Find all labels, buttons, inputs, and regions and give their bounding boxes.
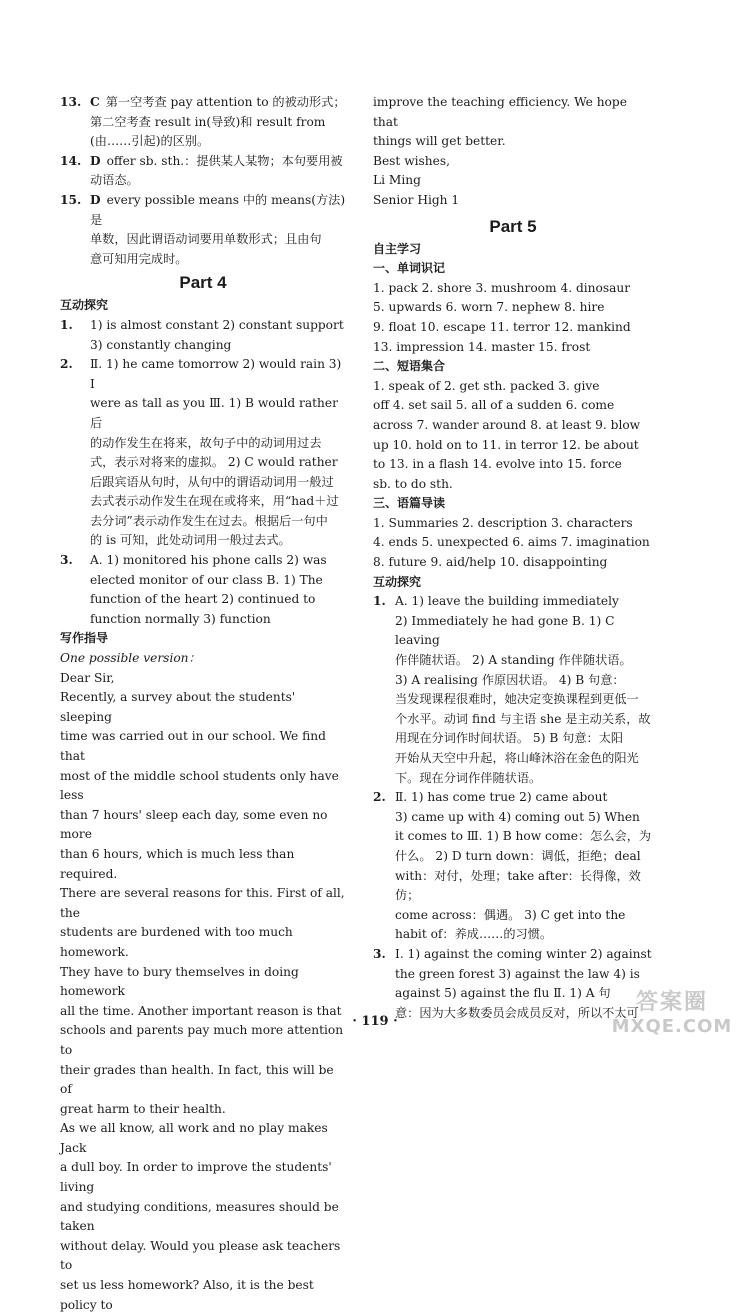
phrase-line: to 13. in a flash 14. evolve into 15. force [373, 457, 622, 472]
answer-line [90, 355, 346, 394]
answer-line [90, 132, 346, 152]
answer-text: 后跟宾语从句时，从句中的谓语动词用一般过 [90, 474, 334, 489]
answer-text: were as tall as you Ⅲ. 1) B would rather 后 [90, 396, 338, 430]
letter-line: As we all know, all work and no play makes Jack [60, 1121, 328, 1155]
answer-text: 3) A realising 作原因状语。 4) B 句意： [395, 672, 625, 687]
answer-line [90, 434, 346, 454]
letter-line: improve the teaching efficiency. We hope that [373, 95, 627, 129]
answer-line [90, 551, 346, 571]
answer-number: 15. [60, 192, 82, 207]
answer-text: A. 1) monitored his phone calls 2) was [90, 553, 327, 568]
answer-line [395, 827, 653, 847]
answer-text: 意：因为大多数委员会成员反对，所以不太可 [395, 1005, 639, 1020]
answer-line [90, 590, 346, 610]
letter-line: than 6 hours, which is much less than required. [60, 846, 295, 881]
answer-text: 去式表示动作发生在现在或将来，用“had＋过 [90, 494, 339, 509]
answer-item [60, 551, 346, 629]
answer-text: 意可知用完成时。 [90, 251, 188, 266]
answer-line [90, 191, 346, 230]
answer-line [395, 651, 653, 671]
answer-number: 1. [373, 594, 386, 609]
answer-text: 单数，因此谓语动词要用单数形式；且由句 [90, 232, 322, 247]
answer-line [90, 316, 346, 336]
vocab-line: 9. float 10. escape 11. terror 12. mankind [373, 319, 631, 334]
answer-line [90, 152, 346, 172]
answer-number: 3. [373, 946, 386, 961]
answer-number: 14. [60, 153, 82, 168]
letter-line: than 7 hours' sleep each day, some even no more [60, 807, 328, 842]
answer-text: 动语态。 [90, 173, 139, 188]
answer-line [395, 808, 653, 828]
answer-number: 2. [60, 357, 73, 372]
answer-number: 2. [373, 790, 386, 805]
answer-text: 作伴随状语。 2) A standing 作伴随状语。 [395, 653, 632, 668]
answer-text: 当发现课程很难时，她决定变换课程到更低一 [395, 692, 639, 707]
letter-line: schools and parents pay much more attention to [60, 1023, 344, 1057]
right-column [373, 93, 653, 1023]
answer-line [395, 749, 653, 769]
section-hudong-tanjiu: 互动探究 [60, 298, 109, 313]
section-writing-guide: 写作指导 [60, 631, 109, 646]
answer-text: every possible means 中的 means(方法)是 [90, 192, 346, 227]
phrase-line: up 10. hold on to 11. in terror 12. be about [373, 437, 639, 452]
sample-letter [60, 669, 346, 1315]
reading-answers [373, 514, 653, 573]
answer-item [373, 788, 653, 945]
answer-line [90, 512, 346, 532]
answer-text: (由……引起)的区别。 [90, 134, 210, 149]
part5-title: Part 5 [489, 216, 537, 236]
answer-text: Ⅱ. 1) has come true 2) came about [395, 790, 608, 805]
answer-line [90, 571, 346, 591]
answer-text: 3) came up with 4) coming out 5) When [395, 809, 640, 824]
letter-line: Best wishes, [373, 153, 450, 168]
reading-line: 4. ends 5. unexpected 6. aims 7. imagination [373, 535, 650, 550]
answer-text: function normally 3) function [90, 611, 271, 626]
answer-item [60, 316, 346, 355]
vocab-line: 13. impression 14. master 15. frost [373, 339, 591, 354]
answer-text: 式，表示对将来的虚拟。 2) C would rather [90, 455, 338, 470]
answer-line [395, 671, 653, 691]
answer-item [373, 592, 653, 788]
answer-text: 3) constantly changing [90, 337, 232, 352]
answer-line [395, 612, 653, 651]
answer-text: the green forest 3) against the law 4) is [395, 966, 640, 981]
answer-line [90, 394, 346, 433]
answer-line [395, 710, 653, 730]
answer-text: 第二空考查 result in(导致)和 result from [90, 114, 326, 129]
answer-text: offer sb. sth.：提供某人某物；本句要用被 [106, 153, 343, 168]
answer-line [90, 453, 346, 473]
phrase-line: sb. to do sth. [373, 476, 453, 491]
answer-choice: D [90, 153, 101, 168]
answer-line [395, 847, 653, 867]
part4-answers [60, 316, 346, 630]
answer-line [395, 965, 653, 985]
reading-line: 1. Summaries 2. description 3. characters [373, 515, 633, 530]
answer-text: 的动作发生在将来，故句子中的动词用过去 [90, 435, 322, 450]
answer-line [395, 769, 653, 789]
answer-text: come across：偶遇。 3) C get into the [395, 907, 626, 922]
answer-text: Ⅱ. 1) he came tomorrow 2) would rain 3) I [90, 357, 342, 391]
page-number: · 119 · [352, 1014, 398, 1029]
answer-text: with：对付，处理；take after：长得像，效仿； [395, 868, 641, 903]
letter-line: things will get better. [373, 134, 506, 149]
answer-text: 去分词”表示动作发生在过去。根据后一句中 [90, 513, 328, 528]
answer-line [395, 592, 653, 612]
answer-line [90, 113, 346, 133]
letter-line: their grades than health. In fact, this will be of [60, 1062, 334, 1097]
letter-line: students are burdened with too much homework. [60, 925, 293, 959]
letter-line: set us less homework? Also, it is the best policy to [60, 1278, 314, 1312]
answer-line [395, 906, 653, 926]
reading-line: 8. future 9. aid/help 10. disappointing [373, 555, 608, 570]
writing-version-label: One possible version： [60, 651, 201, 666]
answer-item [60, 93, 346, 152]
answer-text: 用现在分词作时间状语。 5) B 句意：太阳 [395, 731, 624, 746]
phrase-line: across 7. wander around 8. at least 9. blow [373, 417, 641, 432]
watermark-top: 答案圈 [635, 990, 708, 1015]
answer-text: A. 1) leave the building immediately [395, 594, 619, 609]
answer-line [395, 945, 653, 965]
subsection-reading: 三、语篇导读 [373, 496, 446, 511]
answers-13-15 [60, 93, 346, 269]
vocab-line: 5. upwards 6. worn 7. nephew 8. hire [373, 300, 605, 315]
site-watermark [602, 990, 742, 1042]
letter-line: There are several reasons for this. First of all, the [60, 886, 345, 920]
phrase-line: off 4. set sail 5. all of a sudden 6. come [373, 398, 615, 413]
answer-text: 的 is 可知，此处动词用一般过去式。 [90, 533, 291, 548]
letter-line: without delay. Would you please ask teachers to [60, 1238, 341, 1273]
letter-line: Senior High 1 [373, 192, 460, 207]
answer-text: 什么。 2) D turn down：调低，拒绝；deal [395, 848, 641, 863]
letter-line: great harm to their health. [60, 1101, 226, 1116]
answer-line [90, 171, 346, 191]
answer-choice: C [90, 95, 100, 109]
answer-text: 下。现在分词作伴随状语。 [395, 770, 542, 785]
answer-text: function of the heart 2) continued to [90, 592, 316, 607]
section-zizhu-xuexi: 自主学习 [373, 241, 422, 256]
letter-line: and studying conditions, measures should be taken [60, 1199, 339, 1234]
answer-text: it comes to Ⅲ. 1) B how come：怎么会，为 [395, 829, 652, 844]
answer-number: 3. [60, 553, 73, 568]
answer-item [60, 191, 346, 269]
letter-line: time was carried out in our school. We find that [60, 729, 326, 763]
answer-number: 13. [60, 95, 82, 109]
vocabulary-answers [373, 279, 653, 357]
section-hudong-tanjiu-2: 互动探究 [373, 574, 422, 589]
answer-line [90, 610, 346, 630]
answer-text: elected monitor of our class B. 1) The [90, 572, 323, 587]
subsection-phrases: 二、短语集合 [373, 359, 446, 374]
answer-line [395, 788, 653, 808]
letter-line: a dull boy. In order to improve the students' living [60, 1160, 332, 1195]
answer-line [90, 492, 346, 512]
watermark-bottom: MXQE.COM [611, 1016, 733, 1037]
letter-line: They have to bury themselves in doing homework [60, 964, 299, 999]
sample-letter-continued [373, 93, 653, 211]
answer-text: Ⅰ. 1) against the coming winter 2) against [395, 946, 652, 961]
interactive-answers [373, 592, 653, 1023]
answer-line [395, 690, 653, 710]
answer-choice: D [90, 192, 101, 207]
answer-text: against 5) against the flu Ⅱ. 1) A 句 [395, 986, 611, 1001]
phrase-answers [373, 377, 653, 495]
letter-line: Dear Sir, [60, 670, 115, 685]
answer-text: 开始从天空中升起，将山峰沐浴在金色的阳光 [395, 751, 639, 765]
letter-line: Li Ming [373, 173, 421, 188]
subsection-vocabulary: 一、单词识记 [373, 261, 446, 276]
answer-line [395, 867, 653, 906]
answer-text: 2) Immediately he had gone B. 1) C leaving [395, 613, 615, 648]
answer-text: habit of：养成……的习惯。 [395, 927, 553, 942]
answer-line [395, 925, 653, 945]
answer-line [90, 250, 346, 270]
letter-line: most of the middle school students only have less [60, 768, 339, 803]
answer-text: 个水平。动词 find 与主语 she 是主动关系，故 [395, 711, 651, 726]
vocab-line: 1. pack 2. shore 3. mushroom 4. dinosaur [373, 280, 631, 295]
answer-line [90, 473, 346, 493]
answer-text: 1) is almost constant 2) constant support [90, 317, 344, 332]
left-column [60, 93, 346, 1315]
phrase-line: 1. speak of 2. get sth. packed 3. give [373, 378, 600, 393]
answer-line [90, 531, 346, 551]
answer-item [60, 355, 346, 551]
answer-line [90, 336, 346, 356]
answer-line [90, 93, 346, 113]
letter-line: all the time. Another important reason is that [60, 1003, 342, 1018]
answer-number: 1. [60, 317, 73, 332]
answer-line [395, 729, 653, 749]
answer-line [90, 230, 346, 250]
letter-line: Recently, a survey about the students' sleeping [60, 690, 296, 724]
answer-text: 第一空考查 pay attention to 的被动形式； [105, 95, 346, 109]
part4-title: Part 4 [179, 273, 227, 293]
answer-item [60, 152, 346, 191]
